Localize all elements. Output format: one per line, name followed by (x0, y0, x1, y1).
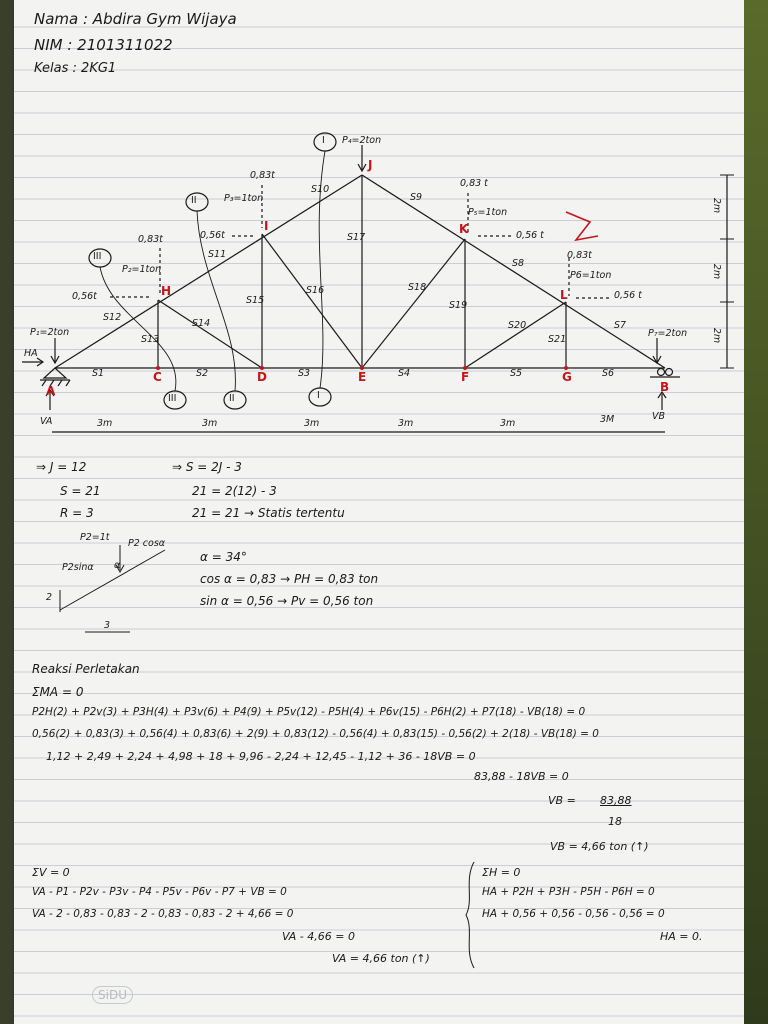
label-s3: S3 (298, 368, 311, 379)
node-c: C (153, 370, 162, 384)
header-nim: NIM : 2101311022 (34, 36, 173, 54)
label-s11: S11 (208, 249, 227, 260)
label-s20: S20 (508, 320, 527, 331)
sumv-l3: VA - 4,66 = 0 (282, 930, 355, 943)
label-s1: S1 (92, 368, 105, 379)
comp-h-k: 0,56 t (516, 230, 544, 241)
node-a: A (46, 384, 56, 398)
sumh-title: ΣH = 0 (482, 866, 521, 879)
header-nama: Nama : Abdira Gym Wijaya (34, 10, 237, 28)
load-p1: P₁=2ton (30, 327, 70, 338)
roman-iii-top: III (93, 251, 102, 262)
span-1: 3m (97, 418, 113, 429)
label-va: VA (40, 416, 53, 427)
sum-ma: ΣMA = 0 (32, 685, 84, 699)
node-l: L (560, 288, 568, 302)
label-s12: S12 (103, 312, 122, 323)
comp-v-l: 0,83t (567, 250, 592, 261)
reaksi-eq4: 83,88 - 18VB = 0 (474, 770, 569, 783)
roman-i-top: I (322, 135, 325, 146)
reaksi-title: Reaksi Perletakan (32, 662, 140, 676)
label-s17: S17 (347, 232, 366, 243)
angle-sin: sin α = 0,56 → Pv = 0,56 ton (200, 594, 374, 608)
span-3: 3m (304, 418, 320, 429)
reaksi-eq5-den: 18 (608, 815, 622, 828)
node-k: K (459, 222, 469, 236)
sumv-l2: VA - 2 - 0,83 - 0,83 - 2 - 0,83 - 0,83 - 2 + 4,66 = 0 (32, 908, 294, 920)
sketch-p2: P2=1t (80, 532, 110, 543)
span-5: 3m (500, 418, 516, 429)
node-b: B (660, 380, 670, 394)
label-s13: S13 (141, 334, 160, 345)
reaksi-eq6: VB = 4,66 ton (↑) (550, 840, 649, 853)
node-f: F (461, 370, 470, 384)
label-s21: S21 (548, 334, 567, 345)
sumh-l3: HA = 0. (660, 930, 703, 943)
label-s7: S7 (614, 320, 627, 331)
brand-watermark: SiDU (92, 986, 133, 1004)
comp-h-l: 0,56 t (614, 290, 642, 301)
label-s19: S19 (449, 300, 468, 311)
stab-formula-2: 21 = 2(12) - 3 (192, 484, 277, 498)
label-s6: S6 (602, 368, 615, 379)
label-s4: S4 (398, 368, 411, 379)
load-p3: P₃=1ton (224, 193, 264, 204)
span-4: 3m (398, 418, 414, 429)
label-s5: S5 (510, 368, 523, 379)
comp-v-h: 0,83t (138, 234, 163, 245)
stab-j: ⇒ J = 12 (36, 460, 87, 474)
label-s8: S8 (512, 258, 525, 269)
comp-v-k: 0,83 t (460, 178, 488, 189)
reaksi-eq1: P2H(2) + P2v(3) + P3H(4) + P3v(6) + P4(9) + P5v(12) - P5H(4) + P6v(15) - P6H(2) + P7(18) - VB(18) = 0 (32, 706, 586, 718)
angle-cos: cos α = 0,83 → PH = 0,83 ton (200, 572, 379, 586)
sketch-2: 2 (46, 592, 53, 603)
label-s18: S18 (408, 282, 427, 293)
roman-i-bottom: I (317, 390, 320, 401)
node-d: D (257, 370, 267, 384)
node-e: E (358, 370, 367, 384)
sumh-l2: HA + 0,56 + 0,56 - 0,56 - 0,56 = 0 (482, 908, 665, 920)
sketch-cos: P2 cosα (128, 538, 166, 549)
comp-h-i: 0,56t (200, 230, 225, 241)
label-vb: VB (652, 411, 666, 422)
label-ha: HA (24, 348, 38, 359)
label-s14: S14 (192, 318, 211, 329)
load-p4: P₄=2ton (342, 135, 382, 146)
node-i: I (264, 219, 269, 233)
node-g: G (562, 370, 572, 384)
reaksi-eq5-lhs: VB = (548, 794, 576, 807)
sumv-l4: VA = 4,66 ton (↑) (332, 952, 430, 965)
label-s9: S9 (410, 192, 423, 203)
stab-formula-1: ⇒ S = 2J - 3 (172, 460, 242, 474)
sumv-l1: VA - P1 - P2v - P3v - P4 - P5v - P6v - P7 + VB = 0 (32, 886, 287, 898)
node-h: H (161, 284, 172, 298)
height-3: 2m (711, 327, 723, 344)
height-2: 2m (711, 263, 723, 280)
load-p5: P₅=1ton (468, 207, 508, 218)
label-s10: S10 (311, 184, 330, 195)
label-s15: S15 (246, 295, 265, 306)
load-p6: P6=1ton (570, 270, 612, 281)
stab-r: R = 3 (60, 506, 94, 520)
label-s16: S16 (306, 285, 325, 296)
roman-ii-top: II (191, 195, 197, 206)
load-p7: P₇=2ton (648, 328, 688, 339)
comp-v-i: 0,83t (250, 170, 275, 181)
sumv-title: ΣV = 0 (32, 866, 70, 879)
stab-formula-3: 21 = 21 → Statis tertentu (192, 506, 345, 520)
reaksi-eq3: 1,12 + 2,49 + 2,24 + 4,98 + 18 + 9,96 - 2,24 + 12,45 - 1,12 + 36 - 18VB = 0 (46, 750, 476, 763)
reaksi-eq5-num: 83,88 (600, 794, 632, 807)
reaksi-eq2: 0,56(2) + 0,83(3) + 0,56(4) + 0,83(6) + 2(9) + 0,83(12) - 0,56(4) + 0,83(15) - 0,56(2) + 2(18) - VB(18) = 0 (32, 728, 599, 740)
sketch-sin: P2sinα (62, 562, 94, 573)
roman-iii-bottom: III (168, 393, 177, 404)
header-kelas: Kelas : 2KG1 (34, 61, 117, 76)
stab-s: S = 21 (60, 484, 101, 498)
sketch-alpha: α (114, 560, 121, 571)
load-p2: P₂=1ton (122, 264, 162, 275)
comp-h-h: 0,56t (72, 291, 97, 302)
angle-alpha: α = 34° (200, 550, 247, 564)
node-j: J (368, 158, 373, 172)
sketch-3: 3 (104, 620, 111, 631)
label-s2: S2 (196, 368, 209, 379)
roman-ii-bottom: II (229, 393, 235, 404)
span-6: 3M (600, 414, 615, 425)
sumh-l1: HA + P2H + P3H - P5H - P6H = 0 (482, 886, 655, 898)
height-1: 2m (711, 197, 723, 214)
span-2: 3m (202, 418, 218, 429)
